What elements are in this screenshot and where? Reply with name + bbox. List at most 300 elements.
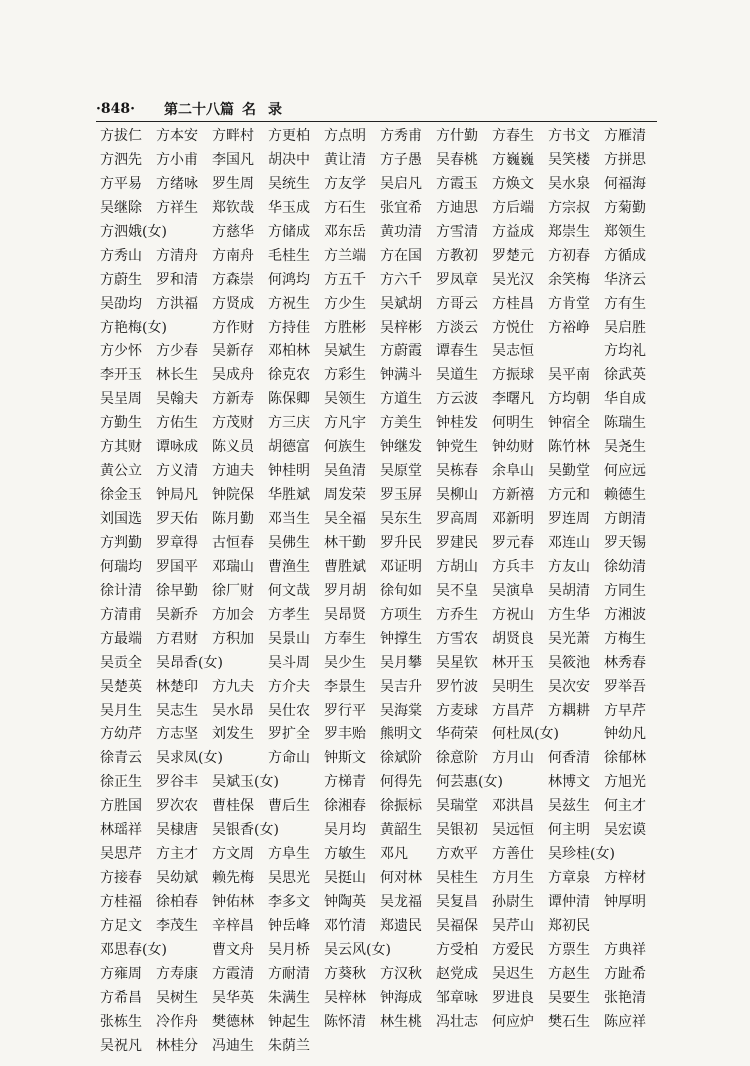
name-cell: 方蔚霞 <box>380 343 422 360</box>
name-cell: 朱荫兰 <box>268 1037 310 1054</box>
name-cell: 吴龙福 <box>380 894 422 910</box>
name-cell: 罗生周 <box>212 175 254 192</box>
name-cell: 方焕文 <box>492 175 534 192</box>
name-cell: 方洪福 <box>156 295 198 312</box>
name-cell: 吴楚英 <box>100 678 142 695</box>
name-row <box>100 628 660 652</box>
name-cell: 方雪清 <box>436 223 478 240</box>
name-cell: 方主才 <box>156 846 198 863</box>
name-cell: 方胜彬 <box>324 319 366 336</box>
name-cell: 方振球 <box>492 367 534 384</box>
name-cell: 方点明 <box>324 128 366 144</box>
name-cell: 方三庆 <box>268 415 310 432</box>
name-cell: 何应炉 <box>492 1013 534 1030</box>
name-cell: 郑崇生 <box>548 223 590 240</box>
name-cell: 吴银初 <box>436 822 478 839</box>
name-cell: 林生桃 <box>380 1013 422 1030</box>
name-cell: 方霞玉 <box>436 175 478 192</box>
name-cell: 余阜山 <box>492 463 534 480</box>
name-cell: 吴求凤(女) <box>156 750 223 767</box>
name-cell: 黄韶生 <box>380 822 422 839</box>
name-cell: 方霞清 <box>212 965 254 982</box>
name-cell: 刘发生 <box>212 726 254 743</box>
name-cell: 方善仕 <box>492 846 534 863</box>
name-cell: 林长生 <box>156 367 198 384</box>
name-cell: 钟院保 <box>212 487 254 504</box>
name-cell: 方教初 <box>436 247 478 264</box>
name-cell: 钟桂明 <box>268 463 310 480</box>
name-cell: 方少生 <box>324 295 366 312</box>
name-cell: 钟宿全 <box>548 415 590 432</box>
name-cell: 方生华 <box>548 606 590 623</box>
name-row <box>100 149 660 173</box>
name-cell: 方美生 <box>380 415 422 432</box>
name-cell: 陈竹林 <box>548 439 590 456</box>
name-cell: 徐意阶 <box>436 750 478 767</box>
name-cell: 张艳清 <box>604 989 646 1006</box>
name-cell: 方爱民 <box>492 941 534 958</box>
name-cell: 何文哉 <box>268 582 310 599</box>
header-rule <box>96 121 657 122</box>
name-cell: 吴新存 <box>212 343 254 360</box>
name-row <box>100 364 660 388</box>
name-row <box>100 939 660 963</box>
name-cell: 方均朝 <box>548 391 590 408</box>
name-cell: 方赵生 <box>548 965 590 982</box>
name-cell: 吴鱼清 <box>324 463 366 480</box>
name-cell: 方梯青 <box>324 774 366 791</box>
name-cell: 方汉秋 <box>380 965 422 982</box>
name-cell: 方初春 <box>548 247 590 264</box>
name-cell: 方拼思 <box>604 151 646 168</box>
name-cell: 方子愚 <box>380 151 422 168</box>
name-cell: 徐柏春 <box>156 894 198 910</box>
name-cell: 何主明 <box>548 822 590 839</box>
name-cell: 吴水泉 <box>548 175 590 192</box>
name-cell: 李景生 <box>324 678 366 695</box>
name-cell: 方其财 <box>100 439 142 456</box>
name-cell: 罗月胡 <box>324 582 366 599</box>
name-cell: 方昌芹 <box>492 702 534 719</box>
name-cell: 方旭光 <box>604 774 646 791</box>
name-cell: 李曙凡 <box>492 391 534 408</box>
name-cell: 罗升民 <box>380 534 422 551</box>
name-row <box>100 436 660 460</box>
name-cell: 方巍巍 <box>492 151 534 168</box>
name-cell: 吴瑞堂 <box>436 798 478 815</box>
name-cell: 方后端 <box>492 199 534 216</box>
name-cell: 吴佛生 <box>268 534 310 551</box>
name-cell: 徐计清 <box>100 582 142 599</box>
name-cell: 李茂生 <box>156 917 198 934</box>
name-cell: 吴统生 <box>268 175 310 192</box>
name-cell: 冷作舟 <box>156 1013 198 1030</box>
name-row <box>100 652 660 676</box>
name-cell: 吴棣唐 <box>156 822 198 839</box>
name-cell: 胡贤良 <box>492 630 534 647</box>
name-cell: 徐克农 <box>268 367 310 384</box>
name-row <box>100 1011 660 1035</box>
name-cell: 何杜凤(女) <box>492 726 559 743</box>
name-cell: 吴海棠 <box>380 702 422 719</box>
name-cell: 方秀甫 <box>380 128 422 144</box>
name-cell: 吴领生 <box>324 391 366 408</box>
name-cell: 方蔚生 <box>100 271 142 288</box>
name-cell: 方足文 <box>100 917 142 934</box>
name-cell: 吴启凡 <box>380 175 422 192</box>
name-cell: 邓思春(女) <box>100 941 167 958</box>
name-cell: 方同生 <box>604 582 646 599</box>
name-cell: 吴贡全 <box>100 654 142 671</box>
name-cell: 方书文 <box>548 128 590 144</box>
name-cell: 方循成 <box>604 247 646 264</box>
name-cell: 方南舟 <box>212 247 254 264</box>
name-cell: 方寿康 <box>156 965 198 982</box>
name-cell: 方迪夫 <box>212 463 254 480</box>
name-cell: 方判勤 <box>100 534 142 551</box>
name-row <box>100 245 660 269</box>
name-row <box>100 508 660 532</box>
name-cell: 方少春 <box>156 343 198 360</box>
name-row <box>100 412 660 436</box>
name-cell: 林博文 <box>548 774 590 791</box>
name-cell: 何瑞均 <box>100 558 142 575</box>
name-cell: 吴笑楼 <box>548 151 590 168</box>
name-cell: 罗行平 <box>324 702 366 719</box>
name-cell: 何主才 <box>604 798 646 815</box>
name-cell: 吴斗周 <box>268 654 310 671</box>
name-cell: 熊明文 <box>380 726 422 743</box>
name-cell: 辛梓昌 <box>212 917 254 934</box>
name-cell: 罗连周 <box>548 511 590 527</box>
name-cell: 方志坚 <box>156 726 198 743</box>
name-cell: 吴迟生 <box>492 965 534 982</box>
name-cell: 罗竹波 <box>436 678 478 695</box>
name-cell: 林桂分 <box>156 1037 198 1054</box>
name-cell: 郑钦哉 <box>212 199 254 216</box>
name-cell: 陈瑞生 <box>604 415 646 432</box>
name-cell: 方佑生 <box>156 415 198 432</box>
name-cell: 方菊勤 <box>604 199 646 216</box>
name-cell: 方介夫 <box>268 678 310 695</box>
name-cell: 方桂昌 <box>492 295 534 312</box>
name-cell: 方祝山 <box>492 606 534 623</box>
name-cell: 吴福保 <box>436 917 478 934</box>
name-cell: 李开玉 <box>100 367 142 384</box>
name-cell: 方幼芹 <box>100 726 142 743</box>
name-row <box>100 771 660 795</box>
page-header <box>96 98 294 120</box>
name-cell: 何福海 <box>604 175 646 192</box>
name-cell: 吴梓林 <box>324 989 366 1006</box>
name-cell: 吴珍桂(女) <box>548 846 615 863</box>
name-cell: 吴吉升 <box>380 678 422 695</box>
name-row <box>100 317 660 341</box>
name-row <box>100 747 660 771</box>
name-cell: 华胜斌 <box>268 487 310 504</box>
name-cell: 方雪农 <box>436 630 478 647</box>
name-cell: 钟厚明 <box>604 894 646 910</box>
name-cell: 方有生 <box>604 295 646 312</box>
name-cell: 曹渔生 <box>268 558 310 575</box>
name-cell: 何芸惠(女) <box>436 774 503 791</box>
name-cell: 冯迪生 <box>212 1037 254 1054</box>
name-cell: 陈应祥 <box>604 1013 646 1030</box>
name-cell: 方兰端 <box>324 247 366 264</box>
name-cell: 方祝生 <box>268 295 310 312</box>
name-cell: 钟撑生 <box>380 630 422 647</box>
name-cell: 方典祥 <box>604 941 646 958</box>
name-cell: 何得先 <box>380 774 422 791</box>
name-cell: 方乔生 <box>436 606 478 623</box>
name-cell: 毛桂生 <box>268 247 310 264</box>
section-title: 名录 <box>242 102 294 118</box>
name-cell: 吴银香(女) <box>212 822 279 839</box>
name-cell: 方湘波 <box>604 606 646 623</box>
name-cell: 何鸿均 <box>268 271 310 288</box>
name-cell: 方孝生 <box>268 606 310 623</box>
name-cell: 吴栋春 <box>436 463 478 480</box>
name-cell: 邓瑞山 <box>212 558 254 575</box>
name-cell: 吴明生 <box>492 678 534 695</box>
name-cell: 方新禧 <box>492 487 534 504</box>
name-cell: 方迪思 <box>436 199 478 216</box>
name-cell: 罗天佑 <box>156 511 198 527</box>
name-cell: 吴景山 <box>268 630 310 647</box>
name-cell: 方宗叔 <box>548 199 590 216</box>
name-cell: 吴昂香(女) <box>156 654 223 671</box>
name-cell: 罗玉屏 <box>380 487 422 504</box>
name-cell: 朱满生 <box>268 989 310 1006</box>
name-cell: 方命山 <box>268 750 310 767</box>
name-cell: 邓证明 <box>380 558 422 575</box>
name-row <box>100 532 660 556</box>
name-cell: 陈怀清 <box>324 1013 366 1030</box>
name-cell: 吴星钦 <box>436 654 478 671</box>
name-cell: 黄公立 <box>100 463 142 480</box>
name-cell: 吴筱池 <box>548 654 590 671</box>
name-cell: 吴挺山 <box>324 870 366 887</box>
name-cell: 曹文舟 <box>212 941 254 958</box>
name-cell: 徐湘春 <box>324 798 366 815</box>
name-cell: 钟党生 <box>436 439 478 456</box>
name-cell: 邓当生 <box>268 511 310 527</box>
name-cell: 方接春 <box>100 870 142 887</box>
name-cell: 徐武英 <box>604 367 646 384</box>
name-cell: 方清舟 <box>156 247 198 264</box>
name-cell: 吴启胜 <box>604 319 646 336</box>
name-cell: 吴柳山 <box>436 487 478 504</box>
name-cell: 钟起生 <box>268 1013 310 1030</box>
name-cell: 方更柏 <box>268 128 310 144</box>
name-cell: 林楚印 <box>156 678 198 695</box>
name-cell: 徐幼清 <box>604 558 646 575</box>
name-row <box>100 388 660 412</box>
name-cell: 赖德生 <box>604 487 646 504</box>
name-cell: 方章泉 <box>548 870 590 887</box>
name-cell: 方本安 <box>156 128 198 144</box>
chapter-title: 第二十八篇 <box>164 102 234 118</box>
name-cell: 方雁清 <box>604 128 646 144</box>
name-cell: 黄让清 <box>324 151 366 168</box>
name-cell: 吴不皇 <box>436 582 478 599</box>
name-cell: 方趾希 <box>604 965 646 982</box>
name-cell: 吴祝凡 <box>100 1037 142 1054</box>
name-row <box>100 700 660 724</box>
name-cell: 林秀春 <box>604 654 646 671</box>
name-cell: 吴思芹 <box>100 846 142 863</box>
name-cell: 方项生 <box>380 606 422 623</box>
name-cell: 陈保卿 <box>268 391 310 408</box>
name-cell: 方友山 <box>548 558 590 575</box>
name-cell: 陈月勤 <box>212 511 254 527</box>
name-cell: 吴幼斌 <box>156 870 198 887</box>
name-cell: 郑遗民 <box>380 917 422 934</box>
name-cell: 钟陶英 <box>324 894 366 910</box>
name-cell: 吴斌生 <box>324 343 366 360</box>
name-cell: 吴树生 <box>156 989 198 1006</box>
name-cell: 方五千 <box>324 271 366 288</box>
name-cell: 华荷荣 <box>436 726 478 743</box>
name-cell: 方麦球 <box>436 702 478 719</box>
name-cell: 方最端 <box>100 630 142 647</box>
name-cell: 吴梓彬 <box>380 319 422 336</box>
name-row <box>100 460 660 484</box>
name-cell: 罗天锡 <box>604 534 646 551</box>
name-cell: 吴勤堂 <box>548 463 590 480</box>
name-cell: 古恒春 <box>212 534 254 551</box>
name-cell: 陈义员 <box>212 439 254 456</box>
name-row <box>100 819 660 843</box>
name-cell: 徐厂财 <box>212 582 254 599</box>
name-cell: 吴斌胡 <box>380 295 422 312</box>
name-cell: 方淡云 <box>436 319 478 336</box>
name-cell: 邓新明 <box>492 511 534 527</box>
name-cell: 何族生 <box>324 439 366 456</box>
name-cell: 钟幼财 <box>492 439 534 456</box>
name-cell: 罗建民 <box>436 534 478 551</box>
name-cell: 方月山 <box>492 750 534 767</box>
name-cell: 方九夫 <box>212 678 254 695</box>
name-cell: 谭仲清 <box>548 894 590 910</box>
name-cell: 徐早勤 <box>156 582 198 599</box>
name-cell: 郑领生 <box>604 223 646 240</box>
name-cell: 李国凡 <box>212 151 254 168</box>
name-cell: 林瑶祥 <box>100 822 142 839</box>
name-cell: 方雍周 <box>100 965 142 982</box>
name-cell: 吴月生 <box>100 702 142 719</box>
name-cell: 徐金玉 <box>100 487 142 504</box>
name-list <box>100 125 660 1059</box>
name-cell: 方梓材 <box>604 870 646 887</box>
name-cell: 郑初民 <box>548 917 590 934</box>
name-cell: 方葵秋 <box>324 965 366 982</box>
name-cell: 方新寿 <box>212 391 254 408</box>
name-cell: 徐正生 <box>100 774 142 791</box>
name-cell: 罗国平 <box>156 558 198 575</box>
name-cell: 谭春生 <box>436 343 478 360</box>
name-cell: 吴呈周 <box>100 391 142 408</box>
name-cell: 罗次农 <box>156 798 198 815</box>
name-row <box>100 173 660 197</box>
name-cell: 吴翰夫 <box>156 391 198 408</box>
name-cell: 方勤生 <box>100 415 142 432</box>
name-cell: 方胜国 <box>100 798 142 815</box>
name-cell: 吴劭均 <box>100 295 142 312</box>
name-cell: 吴平南 <box>548 367 590 384</box>
name-cell: 方春生 <box>492 128 534 144</box>
name-cell: 吴仕农 <box>268 702 310 719</box>
name-cell: 何香清 <box>548 750 590 767</box>
name-cell: 钟桂发 <box>436 415 478 432</box>
name-row <box>100 340 660 364</box>
name-cell: 罗和清 <box>156 271 198 288</box>
name-cell: 罗进良 <box>492 989 534 1006</box>
name-row <box>100 1035 660 1059</box>
name-cell: 吴桂生 <box>436 870 478 887</box>
name-cell: 徐青云 <box>100 750 142 767</box>
name-cell: 方泗先 <box>100 151 142 168</box>
name-cell: 方桂福 <box>100 894 142 910</box>
name-cell: 吴要生 <box>548 989 590 1006</box>
name-cell: 吴成舟 <box>212 367 254 384</box>
name-cell: 吴斌玉(女) <box>212 774 279 791</box>
name-cell: 方积加 <box>212 630 254 647</box>
name-cell: 罗丰贻 <box>324 726 366 743</box>
name-cell: 张宜希 <box>380 199 422 216</box>
name-row <box>100 987 660 1011</box>
name-cell: 张栋生 <box>100 1013 142 1030</box>
name-cell: 方加会 <box>212 606 254 623</box>
name-row <box>100 963 660 987</box>
name-cell: 吴次安 <box>548 678 590 695</box>
name-cell: 刘国选 <box>100 511 142 527</box>
name-cell: 罗章得 <box>156 534 198 551</box>
name-cell: 吴演阜 <box>492 582 534 599</box>
name-cell: 方早芹 <box>604 702 646 719</box>
name-cell: 方益成 <box>492 223 534 240</box>
name-cell: 钟局凡 <box>156 487 198 504</box>
name-cell: 吴月攀 <box>380 654 422 671</box>
name-row <box>100 580 660 604</box>
name-cell: 吴宏谟 <box>604 822 646 839</box>
name-cell: 罗举吾 <box>604 678 646 695</box>
name-cell: 曹胜斌 <box>324 558 366 575</box>
name-cell: 方奉生 <box>324 630 366 647</box>
name-cell: 吴华英 <box>212 989 254 1006</box>
name-cell: 方君财 <box>156 630 198 647</box>
name-cell: 吴东生 <box>380 511 422 527</box>
name-cell: 方票生 <box>548 941 590 958</box>
name-cell: 方在国 <box>380 247 422 264</box>
name-cell: 钟幼凡 <box>604 726 646 743</box>
name-row <box>100 867 660 891</box>
name-row <box>100 843 660 867</box>
name-cell: 方茂财 <box>212 415 254 432</box>
name-cell: 方秀山 <box>100 247 142 264</box>
name-cell: 方朗清 <box>604 511 646 527</box>
name-cell: 吴兹生 <box>548 798 590 815</box>
name-cell: 樊石生 <box>548 1013 590 1030</box>
name-cell: 邓连山 <box>548 534 590 551</box>
name-cell: 方小甫 <box>156 151 198 168</box>
name-cell: 罗凤章 <box>436 271 478 288</box>
name-cell: 罗高周 <box>436 511 478 527</box>
name-cell: 吴道生 <box>436 367 478 384</box>
name-row <box>100 795 660 819</box>
name-cell: 吴远恒 <box>492 822 534 839</box>
name-row <box>100 676 660 700</box>
